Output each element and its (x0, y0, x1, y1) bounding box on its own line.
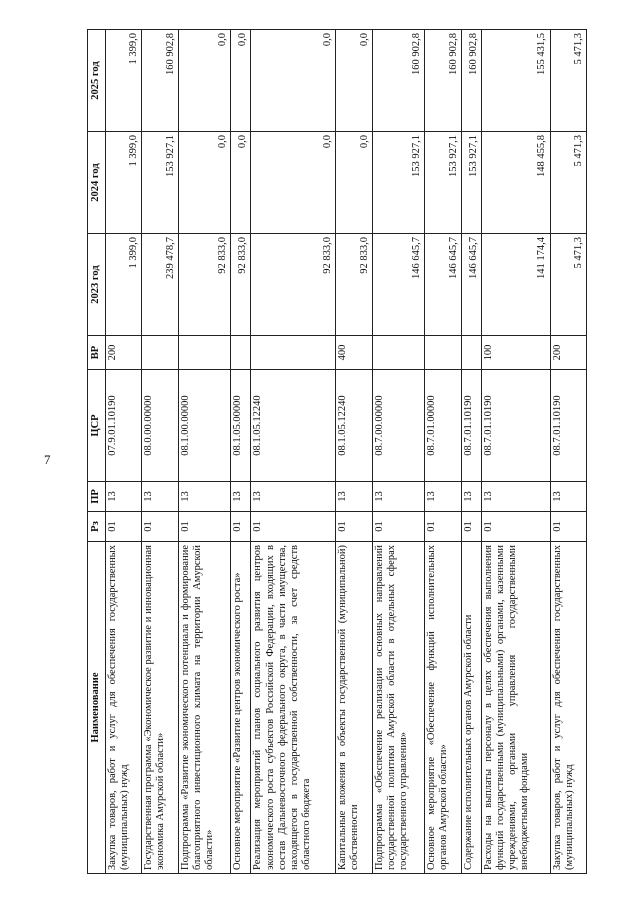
row-vr: 400 (336, 336, 372, 370)
row-rz: 01 (178, 512, 231, 542)
row-name: Содержание исполнительных органов Амурской области (461, 542, 481, 874)
row-2025-value: 5 471,3 (550, 30, 586, 132)
col-header-2024: 2024 год (88, 132, 106, 234)
row-csr: 07.9.01.10190 (106, 370, 142, 482)
row-vr (251, 336, 336, 370)
row-pr: 13 (178, 482, 231, 512)
row-rz: 01 (142, 512, 178, 542)
table-row (178, 30, 231, 874)
row-name: Закупка товаров, работ и услуг для обеспечения государственных (муниципальных) нужд (106, 542, 142, 874)
row-2024-value: 0,0 (178, 132, 231, 234)
row-vr: 200 (550, 336, 586, 370)
table-row (461, 30, 481, 874)
row-rz: 01 (425, 512, 461, 542)
row-vr: 100 (481, 336, 550, 370)
row-vr (231, 336, 251, 370)
row-2023-value: 146 645,7 (425, 234, 461, 336)
row-name: Подпрограмма «Развитие экономического потенциала и формирование благоприятного инвестиционного климата на территории Амурской области» (178, 542, 231, 874)
row-2024-value: 153 927,1 (372, 132, 425, 234)
row-rz: 01 (550, 512, 586, 542)
row-name: Подпрограмма «Обеспечение реализации основных направлений государственной политики Амурской области в отдельных сферах государственного управления» (372, 542, 425, 874)
row-name: Основное мероприятие «Обеспечение функций исполнительных органов Амурской области» (425, 542, 461, 874)
row-2023-value: 239 478,7 (142, 234, 178, 336)
table-header-row (88, 30, 106, 874)
row-rz: 01 (461, 512, 481, 542)
row-2025-value: 160 902,8 (142, 30, 178, 132)
row-csr: 08.7.01.00000 (425, 370, 461, 482)
row-2023-value: 92 833,0 (251, 234, 336, 336)
row-pr: 13 (372, 482, 425, 512)
col-header-rz: Рз (88, 512, 106, 542)
row-vr (372, 336, 425, 370)
budget-table (87, 29, 587, 874)
row-2024-value: 148 455,8 (481, 132, 550, 234)
row-csr: 08.7.01.10190 (481, 370, 550, 482)
row-2025-value: 0,0 (178, 30, 231, 132)
row-csr: 08.0.00.00000 (142, 370, 178, 482)
row-2024-value: 153 927,1 (425, 132, 461, 234)
col-header-pr: ПР (88, 482, 106, 512)
row-name: Реализация мероприятий планов социального развития центров экономического роста субъектов Российской Федерации, входящих в состав Дальневосточного федерального округа, в части имущества, находящегося в государственной собственности, за счет средств областного бюджета (251, 542, 336, 874)
row-2024-value: 5 471,3 (550, 132, 586, 234)
row-2023-value: 92 833,0 (178, 234, 231, 336)
row-vr (461, 336, 481, 370)
row-2024-value: 1 399,0 (106, 132, 142, 234)
row-rz: 01 (251, 512, 336, 542)
row-vr (425, 336, 461, 370)
row-rz: 01 (481, 512, 550, 542)
row-2023-value: 141 174,4 (481, 234, 550, 336)
row-csr: 08.7.00.00000 (372, 370, 425, 482)
row-2024-value: 153 927,1 (461, 132, 481, 234)
row-csr: 08.1.05.12240 (336, 370, 372, 482)
row-2025-value: 155 431,5 (481, 30, 550, 132)
row-name: Капитальные вложения в объекты государственной (муниципальной) собственности (336, 542, 372, 874)
row-2023-value: 92 833,0 (336, 234, 372, 336)
table-row (251, 30, 336, 874)
table-row (372, 30, 425, 874)
page-number: 7 (44, 452, 51, 467)
row-name: Государственная программа «Экономическое развитие и инновационная экономика Амурской области» (142, 542, 178, 874)
row-rz: 01 (231, 512, 251, 542)
rotated-page-content (87, 30, 587, 874)
table-row (481, 30, 550, 874)
row-2023-value: 1 399,0 (106, 234, 142, 336)
col-header-csr: ЦСР (88, 370, 106, 482)
row-pr: 13 (106, 482, 142, 512)
row-2024-value: 153 927,1 (142, 132, 178, 234)
row-pr: 13 (231, 482, 251, 512)
row-2025-value: 1 399,0 (106, 30, 142, 132)
row-pr: 13 (336, 482, 372, 512)
row-name: Расходы на выплаты персоналу в целях обеспечения выполнения функций государственными (муниципальными) органами, казенными учреждениями, органами управления государственными внебюджетными фондами (481, 542, 550, 874)
row-2025-value: 160 902,8 (461, 30, 481, 132)
row-rz: 01 (336, 512, 372, 542)
row-2023-value: 5 471,3 (550, 234, 586, 336)
row-rz: 01 (372, 512, 425, 542)
row-vr (142, 336, 178, 370)
row-2025-value: 0,0 (336, 30, 372, 132)
row-name: Закупка товаров, работ и услуг для обеспечения государственных (муниципальных) нужд (550, 542, 586, 874)
table-row (425, 30, 461, 874)
row-2023-value: 146 645,7 (461, 234, 481, 336)
table-row (142, 30, 178, 874)
row-pr: 13 (481, 482, 550, 512)
row-2025-value: 0,0 (231, 30, 251, 132)
table-row (106, 30, 142, 874)
row-2025-value: 0,0 (251, 30, 336, 132)
row-csr: 08.1.05.12240 (251, 370, 336, 482)
col-header-vr: ВР (88, 336, 106, 370)
row-name: Основное мероприятие «Развитие центров экономического роста» (231, 542, 251, 874)
table-row (336, 30, 372, 874)
row-vr (178, 336, 231, 370)
row-2023-value: 146 645,7 (372, 234, 425, 336)
row-pr: 13 (142, 482, 178, 512)
row-2023-value: 92 833,0 (231, 234, 251, 336)
row-2025-value: 160 902,8 (372, 30, 425, 132)
row-csr: 08.7.01.10190 (461, 370, 481, 482)
row-2025-value: 160 902,8 (425, 30, 461, 132)
col-header-name: Наименование (88, 542, 106, 874)
row-pr: 13 (550, 482, 586, 512)
row-pr: 13 (461, 482, 481, 512)
row-rz: 01 (106, 512, 142, 542)
row-csr: 08.1.00.00000 (178, 370, 231, 482)
row-2024-value: 0,0 (336, 132, 372, 234)
row-2024-value: 0,0 (231, 132, 251, 234)
row-csr: 08.1.05.00000 (231, 370, 251, 482)
col-header-2025: 2025 год (88, 30, 106, 132)
row-csr: 08.7.01.10190 (550, 370, 586, 482)
table-row (550, 30, 586, 874)
row-pr: 13 (251, 482, 336, 512)
table-row (231, 30, 251, 874)
row-2024-value: 0,0 (251, 132, 336, 234)
row-pr: 13 (425, 482, 461, 512)
col-header-2023: 2023 год (88, 234, 106, 336)
row-vr: 200 (106, 336, 142, 370)
